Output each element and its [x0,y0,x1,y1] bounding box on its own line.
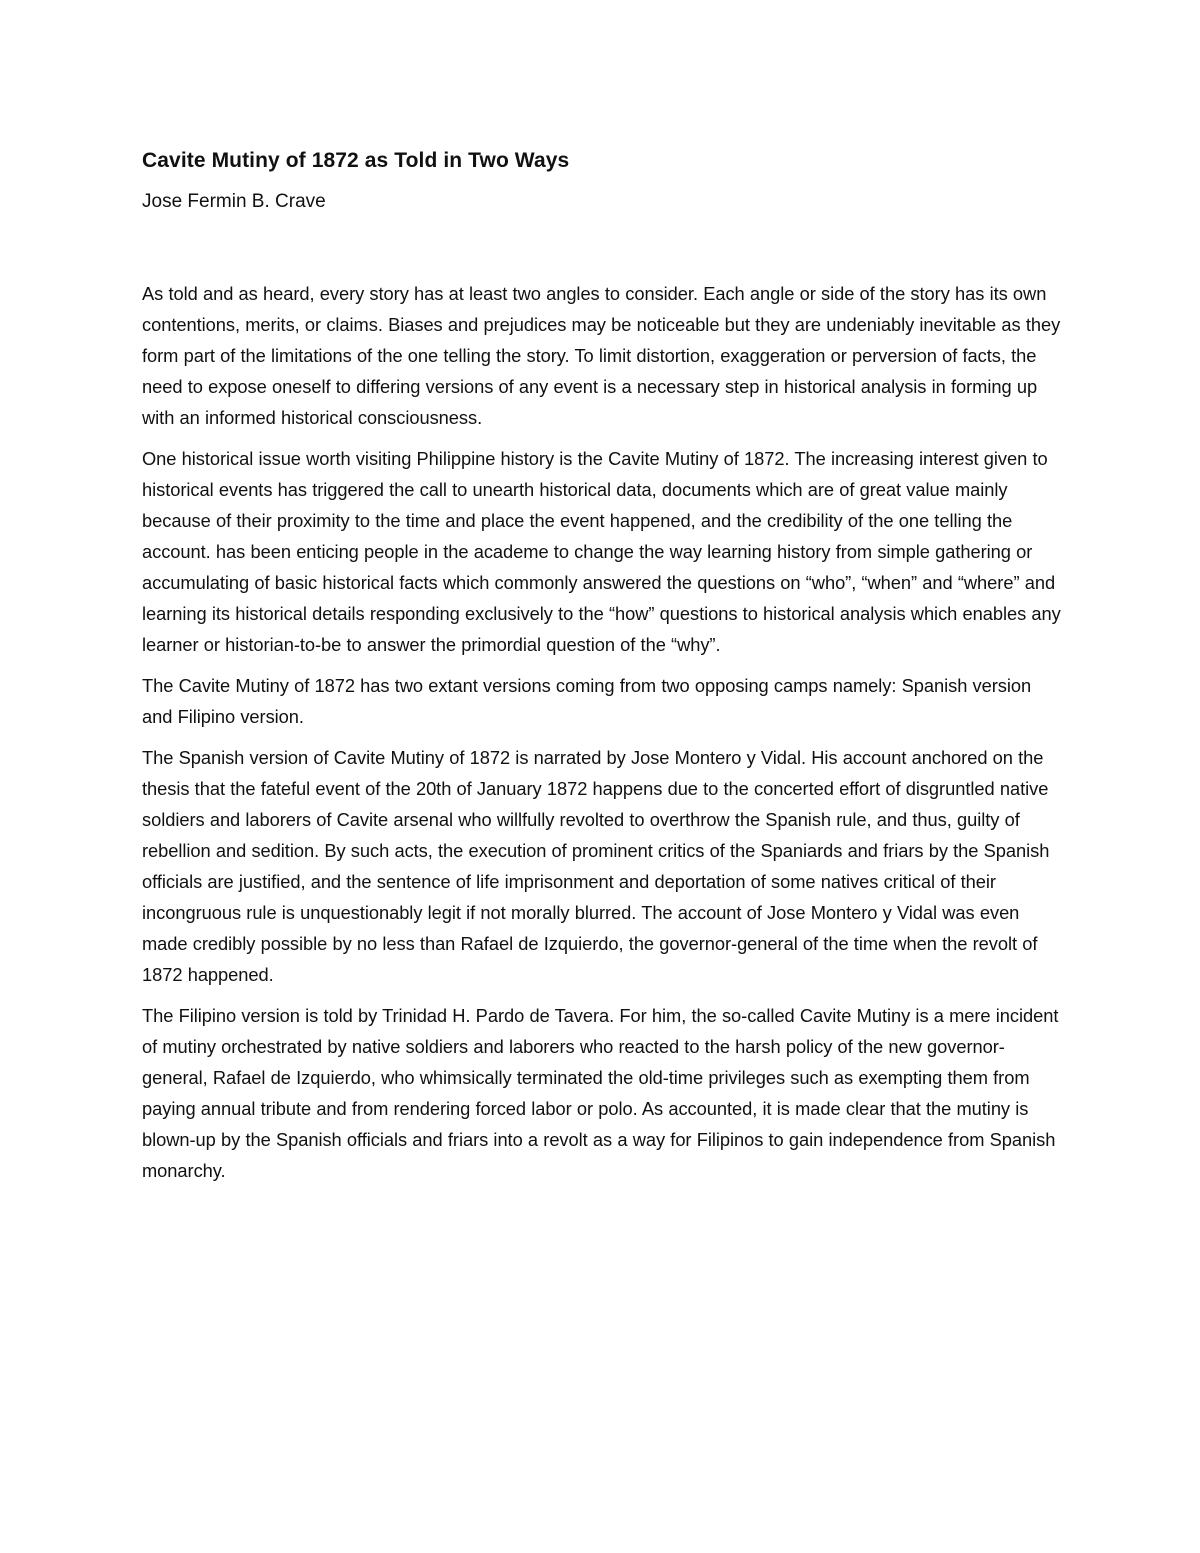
paragraph-two-versions: The Cavite Mutiny of 1872 has two extant versions coming from two opposing camps namely: Spanish version and Filipino version. [142,675,1032,727]
paragraph-historical-issue: One historical issue worth visiting Philippine history is the Cavite Mutiny of 1872. The increasing interest given to historical events has triggered the call to unearth historical data, documents which are of great value mainly because of their proximity to the time and place the event happened, and the credibility of the one telling the account. has been enticing people in the academe to change the way learning history from simple gathering or accumulating of basic historical facts which commonly answered the questions on “who”, “when” and “where” and learning its historical details responding exclusively to the “how” questions to historical analysis which enables any learner or historian-to-be to answer the primordial question of the “why”. [142,448,1061,655]
paragraph-filipino-version: The Filipino version is told by Trinidad H. Pardo de Tavera. For him, the so-called Cavite Mutiny is a mere incident of mutiny orchestrated by native soldiers and laborers who reacted to the harsh policy of the new governor-general, Rafael de Izquierdo, who whimsically terminated the old-time privileges such as exempting them from paying annual tribute and from rendering forced labor or polo. As accounted, it is made clear that the mutiny is blown-up by the Spanish officials and friars into a revolt as a way for Filipinos to gain independence from Spanish monarchy. [142,1005,1059,1181]
document-title: Cavite Mutiny of 1872 as Told in Two Ways [142,149,570,172]
document-content [142,142,1066,1196]
document-author: Jose Fermin B. Crave [142,191,326,212]
document-body [142,278,1066,1186]
paragraph-intro: As told and as heard, every story has at least two angles to consider. Each angle or side of the story has its own contentions, merits, or claims. Biases and prejudices may be noticeable but they are undeniably inevitable as they form part of the limitations of the one telling the story. To limit distortion, exaggeration or perversion of facts, the need to expose oneself to differing versions of any event is a necessary step in historical analysis in forming up with an informed historical consciousness. [142,283,1061,428]
paragraph-spanish-version: The Spanish version of Cavite Mutiny of 1872 is narrated by Jose Montero y Vidal. His account anchored on the thesis that the fateful event of the 20th of January 1872 happens due to the concerted effort of disgruntled native soldiers and laborers of Cavite arsenal who willfully revolted to overthrow the Spanish rule, and thus, guilty of rebellion and sedition. By such acts, the execution of prominent critics of the Spaniards and friars by the Spanish officials are justified, and the sentence of life imprisonment and deportation of some natives critical of their incongruous rule is unquestionably legit if not morally blurred. The account of Jose Montero y Vidal was even made credibly possible by no less than Rafael de Izquierdo, the governor-general of the time when the revolt of 1872 happened. [142,747,1050,985]
